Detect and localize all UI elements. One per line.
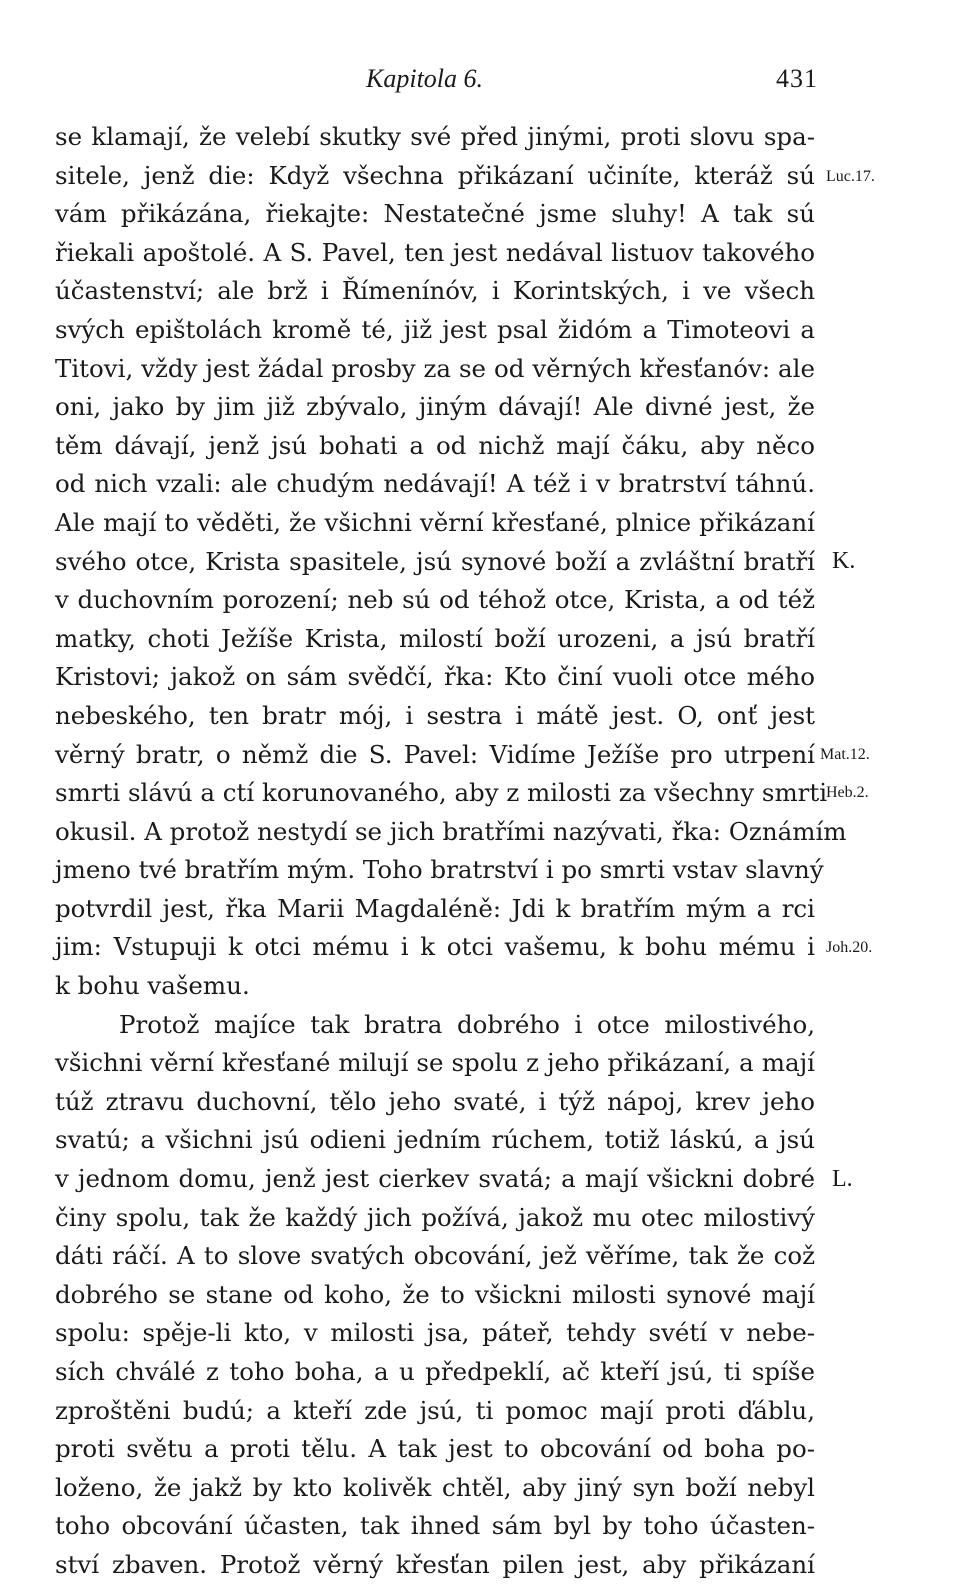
text-line: v duchovním porození; neb sú od téhož otce, Krista, a od též	[55, 585, 815, 615]
paragraph-end-line: k bohu vašemu.	[55, 971, 250, 1001]
margin-note-l: L.	[832, 1166, 853, 1192]
text-line: těm dávají, jenž jsú bohati a od nichž mají čáku, aby něco	[55, 430, 815, 460]
paragraph-start-line: Protož majíce tak bratra dobrého i otce milostivého,	[119, 1009, 815, 1039]
text-line: řiekali apoštolé. A S. Pavel, ten jest nedával listuov takového	[55, 237, 815, 267]
chapter-title: Kapitola 6.	[366, 64, 484, 93]
text-line: svatú; a všichni jsú odieni jedním rúchem, totiž láskú, a jsú	[55, 1125, 815, 1155]
page-header	[0, 64, 960, 94]
text-line: Titovi, vždy jest žádal prosby za se od věrných křesťanóv: ale	[55, 353, 815, 383]
text-line: loženo, že jakž by kto kolivěk chtěl, aby jiný syn boží nebyl	[55, 1472, 815, 1502]
margin-note-mat: Mat.12.	[820, 746, 870, 763]
text-line: ství zbaven. Protož věrný křesťan pilen jest, aby přikázaní	[55, 1549, 815, 1579]
text-line: Ale mají to věděti, že všichni věrní křesťané, plnice přikázaní	[55, 507, 815, 537]
text-line: vám přikázána, řiekajte: Nestatečné jsme sluhy! A tak sú	[55, 199, 815, 229]
text-line: zproštěni budú; a kteří zde jsú, ti pomoc mají proti ďáblu,	[55, 1395, 815, 1425]
text-line: túž ztravu duchovní, tělo jeho svaté, i týž nápoj, krev jeho	[55, 1086, 815, 1116]
text-line: potvrdil jest, řka Marii Magdaléně: Jdi k bratřím mým a rci	[55, 893, 815, 923]
text-line: toho obcování účasten, tak ihned sám byl by toho účasten-	[55, 1511, 815, 1541]
margin-note-luc: Luc.17.	[826, 168, 875, 185]
text-line: spolu: spěje-li kto, v milosti jsa, páteř, tehdy svétí v nebe-	[55, 1318, 815, 1348]
text-line: svých epištolách kromě té, již jest psal židóm a Timoteovi a	[55, 314, 815, 344]
text-line: svého otce, Krista spasitele, jsú synové boží a zvláštní bratří	[55, 546, 815, 576]
margin-note-k: K.	[832, 548, 856, 574]
text-line: oni, jako by jim již zbývalo, jiným dávají! Ale divné jest, že	[55, 392, 815, 422]
text-line: od nich vzali: ale chudým nedávají! A též i v bratrství táhnú.	[55, 469, 815, 499]
text-line: Kristovi; jakož on sám svědčí, řka: Kto činí vuoli otce mého	[55, 662, 815, 692]
text-line: nebeského, ten bratr mój, i sestra i mátě jest. O, onť jest	[55, 700, 815, 730]
text-line: jmeno tvé bratřím mým. Toho bratrství i po smrti vstav slavný	[55, 855, 824, 885]
text-line: se klamají, že velebí skutky své před jinými, proti slovu spa-	[55, 122, 815, 151]
text-line: sích chválé z toho boha, a u předpeklí, ač kteří jsú, ti spíše	[55, 1357, 815, 1386]
text-line: smrti slávú a ctí korunovaného, aby z milosti za všechny smrti	[55, 778, 828, 808]
margin-note-joh: Joh.20.	[826, 939, 873, 956]
text-line: matky, choti Ježíše Krista, milostí boží urozeni, a jsú bratří	[55, 623, 815, 653]
text-line: sitele, jenž die: Když všechna přikázaní učiníte, kteráž sú	[55, 160, 815, 190]
text-line: všichni věrní křesťané milují se spolu z jeho přikázaní, a mají	[55, 1048, 815, 1078]
text-line: účastenství; ale brž i Římenínóv, i Korintských, i ve všech	[55, 276, 815, 306]
page-number: 431	[776, 64, 818, 93]
text-line: proti světu a proti tělu. A tak jest to obcování od boha po-	[55, 1434, 815, 1464]
text-line: věrný bratr, o němž die S. Pavel: Vidíme Ježíše pro utrpení	[55, 739, 815, 769]
text-line: v jednom domu, jenž jest cierkev svatá; a mají všickni dobré	[55, 1164, 815, 1194]
text-line: dobrého se stane od koho, že to všickni milosti synové mají	[55, 1279, 815, 1309]
text-line: činy spolu, tak že každý jich požívá, jakož mu otec milostivý	[55, 1202, 815, 1232]
text-line: dáti ráčí. A to slove svatých obcování, jež věříme, tak že což	[55, 1241, 815, 1271]
text-line: okusil. A protož nestydí se jich bratřími nazývati, řka: Oznámím	[55, 816, 847, 846]
text-line: jim: Vstupuji k otci mému i k otci vašemu, k bohu mému i	[55, 932, 815, 962]
margin-note-heb: Heb.2.	[826, 784, 869, 801]
